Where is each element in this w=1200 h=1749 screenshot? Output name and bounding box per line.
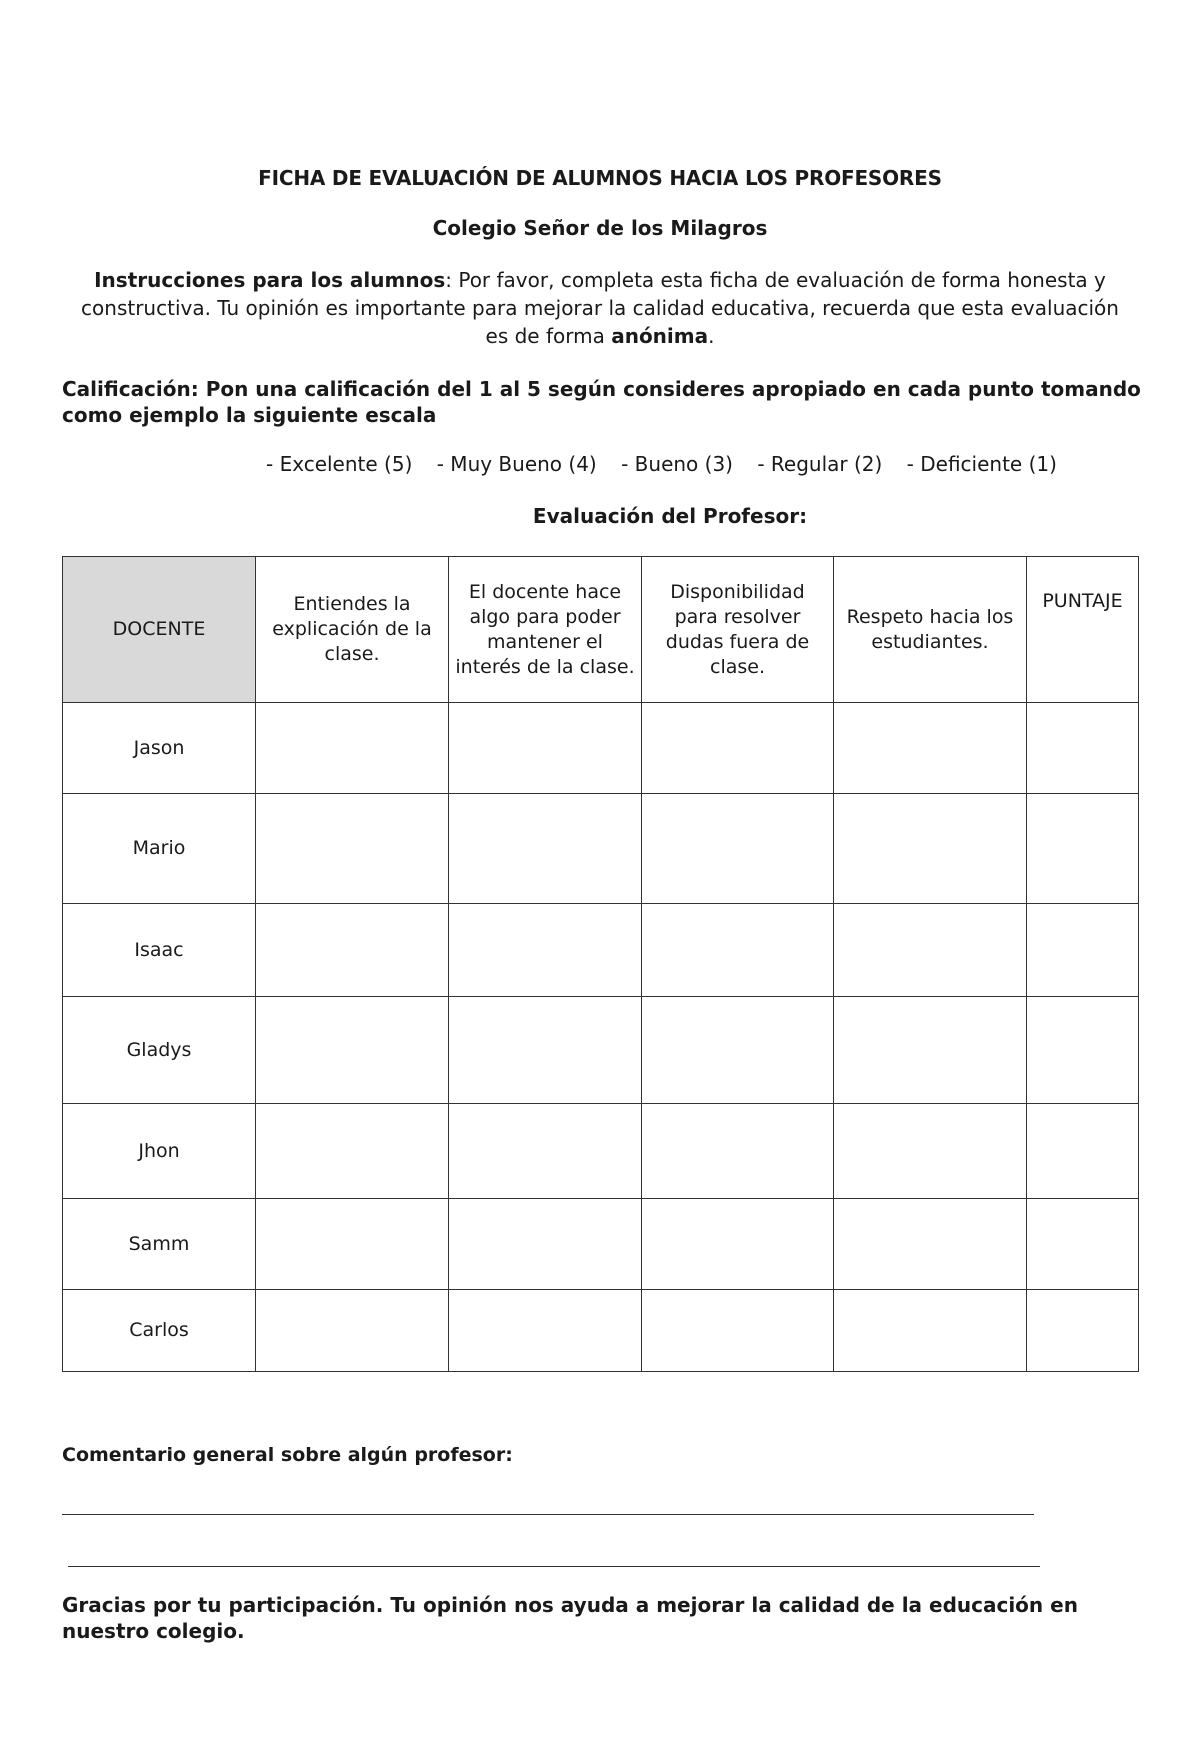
- rating-cell[interactable]: [449, 997, 642, 1104]
- rating-cell[interactable]: [834, 904, 1027, 997]
- rating-cell[interactable]: [834, 997, 1027, 1104]
- rating-cell[interactable]: [449, 904, 642, 997]
- rating-cell[interactable]: [834, 1290, 1027, 1372]
- rating-cell[interactable]: [449, 1199, 642, 1290]
- rating-cell[interactable]: [642, 997, 834, 1104]
- table-row: [63, 1290, 1139, 1372]
- rating-cell[interactable]: [449, 1104, 642, 1199]
- table-header-row: [63, 557, 1139, 703]
- rating-cell[interactable]: [642, 904, 834, 997]
- evaluation-table: [62, 556, 1139, 1372]
- column-header-puntaje: PUNTAJE: [1027, 557, 1139, 703]
- teacher-name: Carlos: [63, 1290, 256, 1372]
- form-title: FICHA DE EVALUACIÓN DE ALUMNOS HACIA LOS PROFESORES: [258, 166, 942, 190]
- score-cell[interactable]: [1027, 904, 1139, 997]
- school-name: Colegio Señor de los Milagros: [432, 216, 768, 240]
- score-cell[interactable]: [1027, 703, 1139, 794]
- rating-cell[interactable]: [256, 1104, 449, 1199]
- rating-cell[interactable]: [256, 904, 449, 997]
- scale-bueno: - Bueno (3): [621, 452, 733, 476]
- table-row: [63, 904, 1139, 997]
- rating-cell[interactable]: [256, 997, 449, 1104]
- table-row: [63, 1199, 1139, 1290]
- teacher-name: Jason: [63, 703, 256, 794]
- rating-cell[interactable]: [642, 794, 834, 904]
- rating-cell[interactable]: [834, 1104, 1027, 1199]
- rating-cell[interactable]: [834, 703, 1027, 794]
- rating-cell[interactable]: [256, 1199, 449, 1290]
- teacher-name: Gladys: [63, 997, 256, 1104]
- teacher-name: Jhon: [63, 1104, 256, 1199]
- rating-cell[interactable]: [642, 1199, 834, 1290]
- rating-cell[interactable]: [449, 1290, 642, 1372]
- rating-cell[interactable]: [256, 703, 449, 794]
- evaluation-title: Evaluación del Profesor:: [532, 504, 808, 528]
- instructions-end: .: [708, 324, 715, 348]
- column-header-availability: Disponibilidad para resolver dudas fuera de clase.: [642, 557, 834, 703]
- teacher-name: Mario: [63, 794, 256, 904]
- column-header-interest: El docente hace algo para poder mantener el interés de la clase.: [449, 557, 642, 703]
- rating-scale: [266, 452, 1075, 476]
- scale-excelente: - Excelente (5): [266, 452, 413, 476]
- rating-instructions: Calificación: Pon una calificación del 1 al 5 según consideres apropiado en cada punto tomando como ejemplo la siguiente escala: [62, 377, 1141, 427]
- rating-cell[interactable]: [256, 1290, 449, 1372]
- table-row: [63, 703, 1139, 794]
- instructions-paragraph: [70, 266, 1130, 350]
- comment-line-2[interactable]: [68, 1566, 1040, 1567]
- column-header-understanding: Entiendes la explicación de la clase.: [256, 557, 449, 703]
- scale-regular: - Regular (2): [757, 452, 883, 476]
- rating-cell[interactable]: [642, 1290, 834, 1372]
- scale-muy-bueno: - Muy Bueno (4): [436, 452, 597, 476]
- teacher-name: Isaac: [63, 904, 256, 997]
- score-cell[interactable]: [1027, 1199, 1139, 1290]
- comment-line-1[interactable]: [62, 1514, 1034, 1515]
- rating-cell[interactable]: [449, 703, 642, 794]
- scale-deficiente: - Deficiente (1): [906, 452, 1057, 476]
- table-row: [63, 1104, 1139, 1199]
- rating-cell[interactable]: [834, 794, 1027, 904]
- rating-cell[interactable]: [834, 1199, 1027, 1290]
- score-cell[interactable]: [1027, 1290, 1139, 1372]
- rating-cell[interactable]: [642, 703, 834, 794]
- comment-label: Comentario general sobre algún profesor:: [62, 1444, 513, 1466]
- score-cell[interactable]: [1027, 1104, 1139, 1199]
- table-row: [63, 997, 1139, 1104]
- column-header-docente: DOCENTE: [63, 557, 256, 703]
- score-cell[interactable]: [1027, 997, 1139, 1104]
- table-row: [63, 794, 1139, 904]
- rating-cell[interactable]: [256, 794, 449, 904]
- instructions-text: : Por favor, completa esta ficha de evaluación de forma honesta y constructiva. Tu opinión es importante para mejorar la calidad educativa, recuerda que esta evaluación es de forma: [81, 268, 1119, 348]
- rating-cell[interactable]: [449, 794, 642, 904]
- teacher-name: Samm: [63, 1199, 256, 1290]
- column-header-respect: Respeto hacia los estudiantes.: [834, 557, 1027, 703]
- rating-cell[interactable]: [642, 1104, 834, 1199]
- score-cell[interactable]: [1027, 794, 1139, 904]
- instructions-emphasis: anónima: [611, 324, 709, 348]
- thanks-message: Gracias por tu participación. Tu opinión nos ayuda a mejorar la calidad de la educación en nuestro colegio.: [62, 1593, 1078, 1643]
- instructions-label: Instrucciones para los alumnos: [94, 268, 446, 292]
